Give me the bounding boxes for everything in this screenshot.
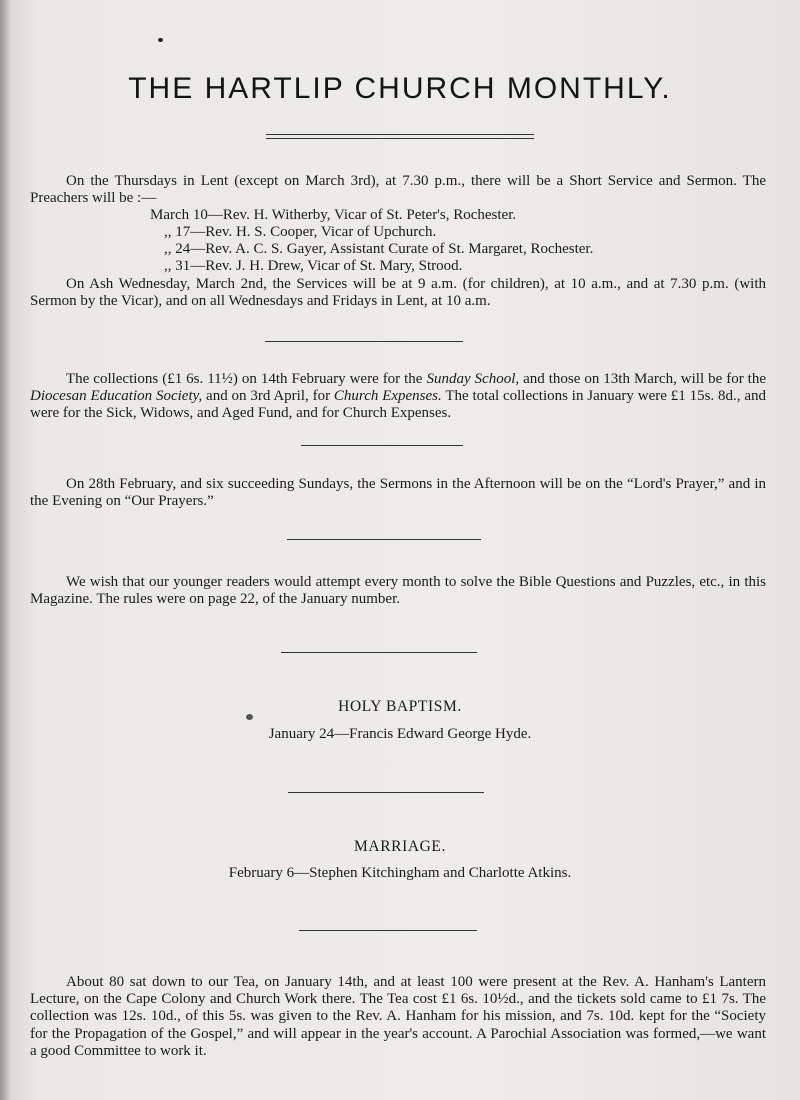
section-divider — [299, 930, 477, 931]
lent-intro-paragraph: On the Thursdays in Lent (except on March 3rd), at 7.30 p.m., there will be a Short Service and Sermon. The Preachers will be :— — [30, 173, 766, 207]
sunday-school-italic: Sunday School, — [426, 371, 520, 387]
preacher-line: ,, 24—Rev. A. C. S. Gayer, Assistant Curate of St. Margaret, Rochester. — [164, 241, 594, 257]
marriage-entry: February 6—Stephen Kitchingham and Charlotte Atkins. — [228, 865, 572, 881]
title-double-rule — [266, 134, 534, 135]
preacher-line: March 10—Rev. H. Witherby, Vicar of St. Peter's, Rochester. — [150, 207, 517, 223]
page-edge-shadow — [0, 0, 10, 1100]
preacher-line: ,, 31—Rev. J. H. Drew, Vicar of St. Mary, Strood. — [164, 258, 463, 274]
section-divider — [287, 539, 481, 540]
preacher-line: ,, 17—Rev. H. S. Cooper, Vicar of Upchurch. — [164, 224, 437, 240]
collections-paragraph — [30, 371, 766, 423]
section-divider — [301, 445, 463, 446]
baptism-heading: HOLY BAPTISM. — [338, 698, 462, 715]
ash-wednesday-paragraph: On Ash Wednesday, March 2nd, the Services will be at 9 a.m. (for children), at 10 a.m., and at 7.30 p.m. (with Sermon by the Vicar), and on all Wednesdays and Fridays in Lent, at 10 a.m. — [30, 276, 766, 310]
marriage-heading: MARRIAGE. — [354, 838, 446, 855]
questions-paragraph: We wish that our younger readers would attempt every month to solve the Bible Questions and Puzzles, etc., in this Magazine. The rules were on page 22, of the January number. — [30, 574, 766, 608]
collections-text: and on 3rd April, for — [202, 388, 334, 405]
section-divider — [288, 792, 484, 793]
sermons-paragraph: On 28th February, and six succeeding Sundays, the Sermons in the Afternoon will be on the “Lord's Prayer,” and in the Evening on “Our Prayers.” — [30, 476, 766, 510]
collections-text: The total collections in January were £1 15s. 8d., and were for the Sick, Widows, and Aged Fund, and for Church Expenses. — [30, 388, 766, 422]
section-divider — [281, 652, 477, 653]
church-expenses-italic: Church Expenses. — [333, 388, 442, 405]
page-title: THE HARTLIP CHURCH MONTHLY. — [128, 72, 672, 105]
baptism-entry: January 24—Francis Edward George Hyde. — [268, 726, 532, 742]
collections-text: and those on 13th March, will be for the — [519, 371, 766, 387]
diocesan-italic: Diocesan Education Society, — [30, 388, 203, 405]
tea-paragraph: About 80 sat down to our Tea, on January 14th, and at least 100 were present at the Rev. A. Hanham's Lantern Lecture, on the Cape Colony and Church Work there. The Tea cost £1 6s. 10½d., and the tickets sold came to £1 7s. The collection was 12s. 10d., of this 5s. was given to the Rev. A. Hanham for his mission, and 7s. 10d. kept for the “Society for the Propagation of the Gospel,” and will appear in the year's account. A Parochial Association was formed,—we want a good Committee to work it. — [30, 974, 766, 1059]
ink-speck — [158, 38, 163, 42]
section-divider — [265, 341, 463, 342]
collections-text: The collections (£1 6s. 11½) on 14th February were for the — [66, 371, 427, 387]
